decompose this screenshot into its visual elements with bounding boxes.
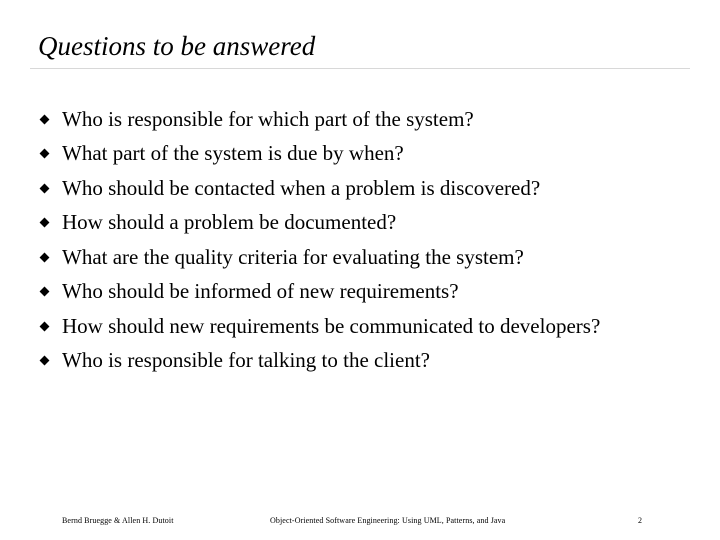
bullet-text: Who should be informed of new requirements? bbox=[62, 279, 459, 304]
diamond-bullet-icon bbox=[40, 287, 50, 297]
page-number: 2 bbox=[638, 516, 643, 525]
bullet-item bbox=[38, 171, 600, 206]
bullet-item bbox=[38, 309, 600, 344]
diamond-bullet-icon bbox=[40, 183, 50, 193]
bullet-list bbox=[38, 102, 600, 378]
bullet-item bbox=[38, 275, 600, 310]
bullet-text: What are the quality criteria for evaluating the system? bbox=[62, 244, 524, 269]
bullet-text: How should a problem be documented? bbox=[62, 210, 397, 235]
diamond-bullet-icon bbox=[40, 252, 50, 262]
bullet-text: What part of the system is due by when? bbox=[62, 141, 404, 166]
footer-book-title: Object-Oriented Software Engineering: Using UML, Patterns, and Java bbox=[270, 516, 506, 525]
bullet-item bbox=[38, 102, 600, 137]
diamond-bullet-icon bbox=[40, 114, 50, 124]
bullet-text: Who is responsible for which part of the system? bbox=[62, 106, 474, 131]
bullet-item bbox=[38, 206, 600, 241]
footer-authors: Bernd Bruegge & Allen H. Dutoit bbox=[62, 516, 174, 525]
title-divider bbox=[30, 68, 690, 69]
slide-title: Questions to be answered bbox=[38, 31, 316, 61]
diamond-bullet-icon bbox=[40, 218, 50, 228]
bullet-item bbox=[38, 344, 600, 379]
bullet-text: Who is responsible for talking to the client? bbox=[62, 348, 430, 373]
bullet-text: Who should be contacted when a problem is discovered? bbox=[62, 175, 541, 200]
bullet-item bbox=[38, 240, 600, 275]
bullet-item bbox=[38, 137, 600, 172]
diamond-bullet-icon bbox=[40, 321, 50, 331]
diamond-bullet-icon bbox=[40, 356, 50, 366]
bullet-text: How should new requirements be communicated to developers? bbox=[62, 313, 601, 338]
diamond-bullet-icon bbox=[40, 149, 50, 159]
